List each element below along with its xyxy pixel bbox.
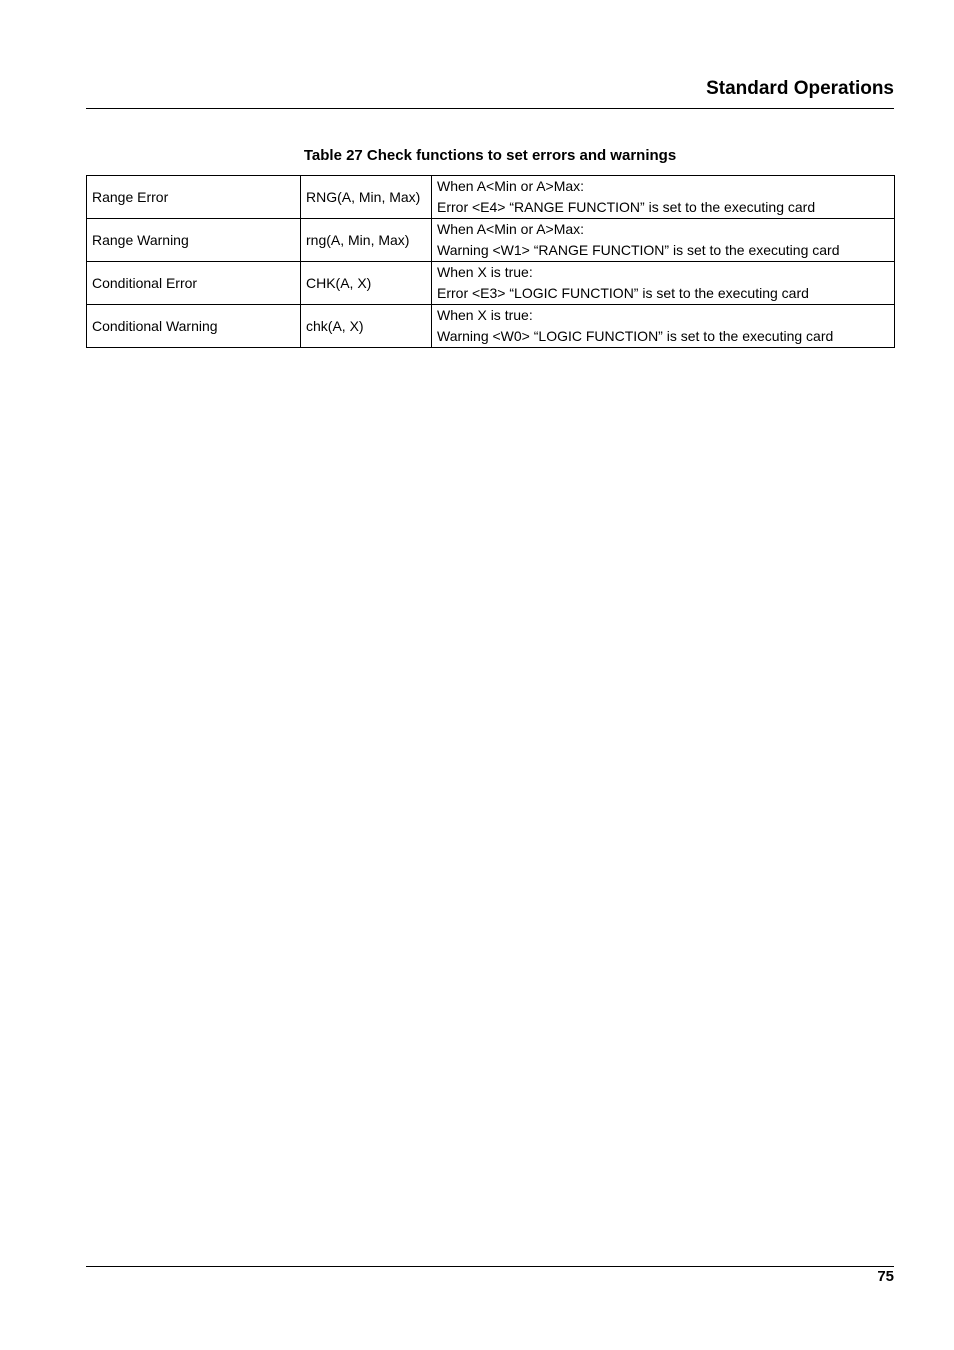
row-result: Error <E4> “RANGE FUNCTION” is set to the executing card [437, 199, 816, 215]
row-description-cell [432, 219, 895, 262]
row-name-cell: Range Error [87, 176, 301, 219]
row-function-cell: RNG(A, Min, Max) [301, 176, 432, 219]
table-caption: Table 27 Check functions to set errors and warnings [303, 147, 677, 164]
page-number: 75 [877, 1268, 894, 1285]
footer-divider [86, 1266, 894, 1267]
row-description-cell [432, 262, 895, 305]
header-divider [86, 108, 894, 109]
row-function-cell: CHK(A, X) [301, 262, 432, 305]
table-row [87, 262, 895, 305]
row-function-cell: rng(A, Min, Max) [301, 219, 432, 262]
row-description-cell [432, 176, 895, 219]
row-description-cell [432, 305, 895, 348]
row-result: Warning <W1> “RANGE FUNCTION” is set to the executing card [437, 242, 840, 258]
row-name-cell: Conditional Warning [87, 305, 301, 348]
row-condition: When A<Min or A>Max: [437, 178, 585, 194]
row-name-cell: Range Warning [87, 219, 301, 262]
table-row [87, 219, 895, 262]
row-function-cell: chk(A, X) [301, 305, 432, 348]
row-condition: When X is true: [437, 264, 533, 280]
table-row [87, 305, 895, 348]
row-result: Error <E3> “LOGIC FUNCTION” is set to the executing card [437, 285, 809, 301]
row-name-cell: Conditional Error [87, 262, 301, 305]
row-condition: When A<Min or A>Max: [437, 221, 585, 237]
table-row [87, 176, 895, 219]
row-result: Warning <W0> “LOGIC FUNCTION” is set to the executing card [437, 328, 834, 344]
row-condition: When X is true: [437, 307, 533, 323]
page-header-title: Standard Operations [706, 78, 894, 99]
check-functions-table [86, 175, 895, 348]
